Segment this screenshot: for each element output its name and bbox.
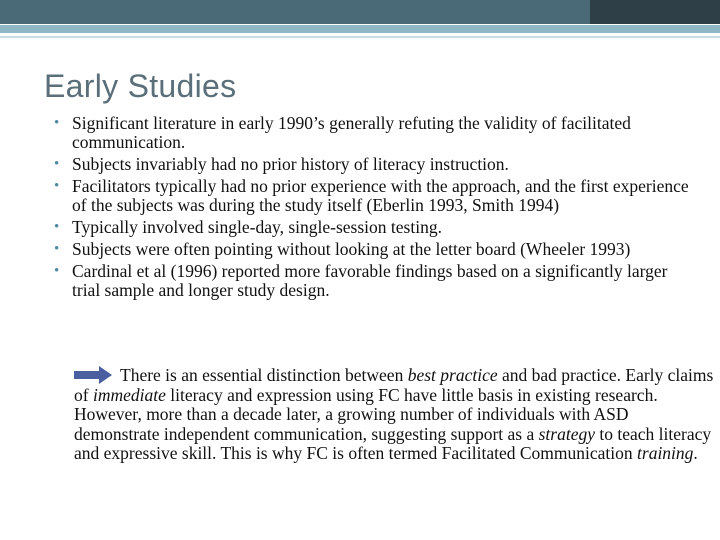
bullet-text: Facilitators typically had no prior experience with the approach, and the first experience of the subjects was during the study itself (Eberlin 1993, Smith 1994) [72, 176, 689, 215]
accent-line-thin [0, 36, 720, 38]
bullet-list [54, 114, 694, 303]
top-decor-band-dark [590, 0, 720, 24]
note-text: literacy and expression using FC have little basis in existing research. However, more than a decade later, a growing number of individuals with ASD demonstrate independent communication, suggesting support as a [74, 384, 658, 444]
bullet-item [54, 114, 694, 152]
bullet-text: Typically involved single-day, single-session testing. [72, 217, 442, 237]
bullet-item [54, 218, 694, 237]
bullet-dot-icon: • [54, 241, 60, 257]
bullet-dot-icon: • [54, 115, 60, 131]
bullet-dot-icon: • [54, 263, 60, 279]
bullet-item [54, 155, 694, 174]
accent-line [0, 25, 720, 33]
note-text: . [693, 443, 698, 464]
bullet-dot-icon: • [54, 219, 60, 235]
bullet-text: Significant literature in early 1990’s generally refuting the validity of facilitated communication. [72, 113, 631, 152]
note-text: and bad practice. Early claims of [74, 365, 714, 405]
bullet-text: Cardinal et al (1996) reported more favorable findings based on a significantly larger trial sample and longer study design. [72, 261, 668, 300]
note-emphasis: training [637, 443, 694, 464]
bullet-item [54, 262, 694, 300]
bullet-item [54, 240, 694, 259]
note-emphasis: immediate [92, 384, 166, 405]
bullet-dot-icon: • [54, 156, 60, 172]
note-emphasis: strategy [538, 423, 596, 444]
note-text: There is an essential distinction between [120, 365, 408, 385]
bullet-text: Subjects were often pointing without looking at the letter board (Wheeler 1993) [72, 239, 631, 259]
note-emphasis: best practice [407, 365, 498, 385]
bullet-item [54, 177, 694, 215]
bullet-dot-icon: • [54, 178, 60, 194]
summary-note [74, 366, 714, 464]
bullet-text: Subjects invariably had no prior history of literacy instruction. [72, 154, 509, 174]
right-arrow-icon [74, 366, 112, 384]
note-text: to teach literacy and expressive skill. This is why FC is often termed Facilitated Communication [74, 423, 712, 464]
slide-title: Early Studies [44, 68, 237, 104]
